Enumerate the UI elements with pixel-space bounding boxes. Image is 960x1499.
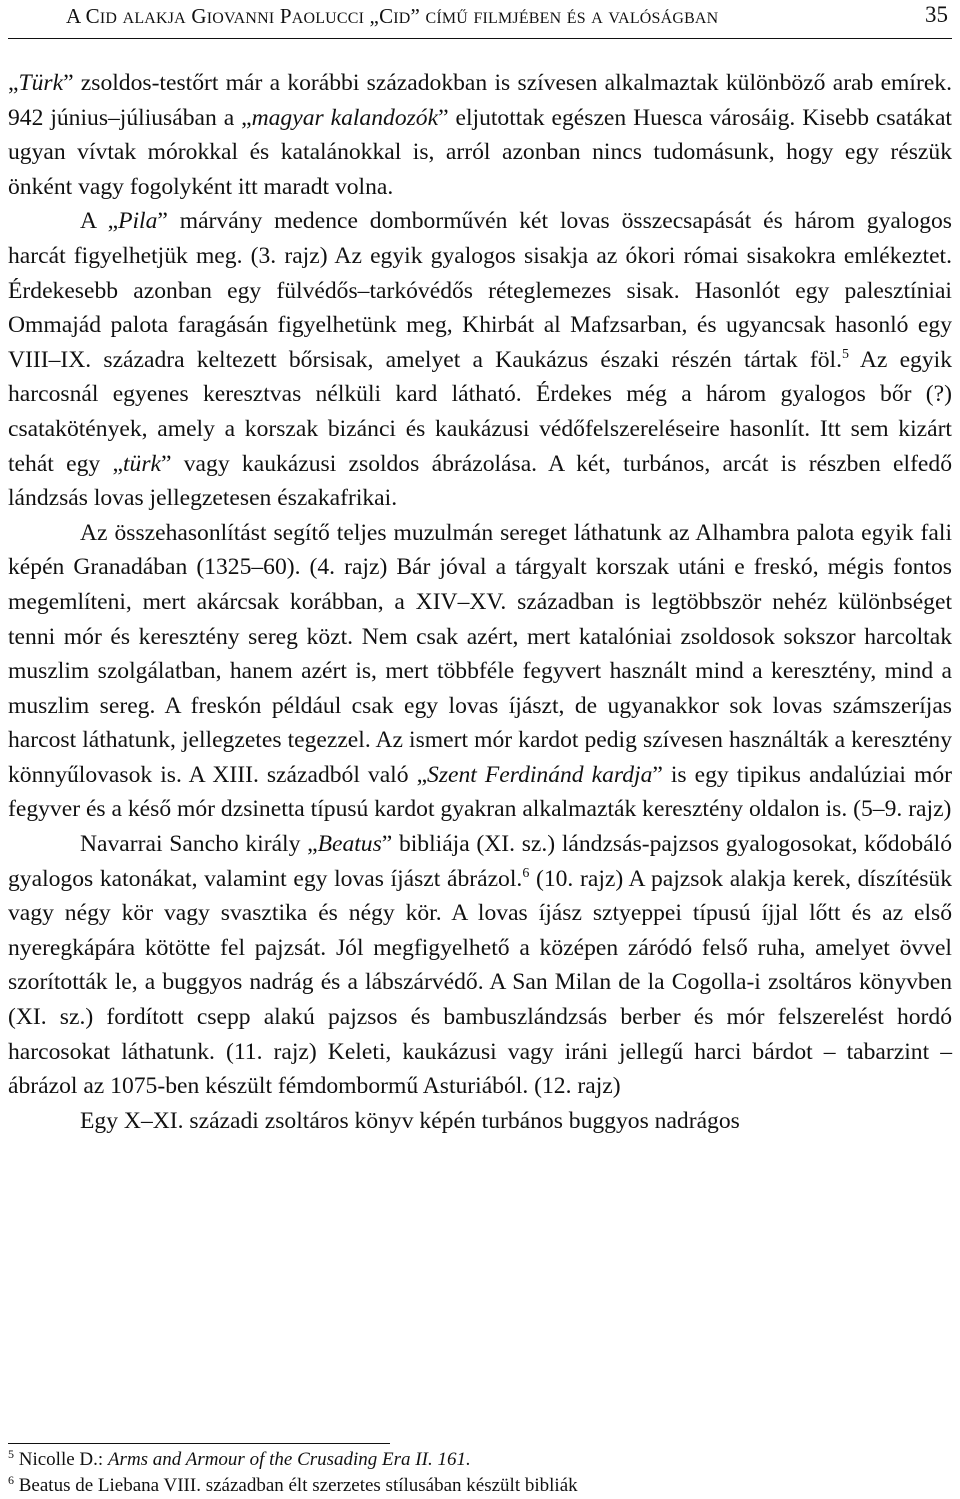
page-number: 35 (925, 2, 948, 27)
footnote-number: 6 (8, 1473, 14, 1487)
text-run: „ (8, 70, 19, 96)
text-run: A „ (80, 208, 119, 235)
footnote-ref-5[interactable]: 5 (841, 346, 849, 362)
footnote-text: Beatus de Liebana VIII. században élt szerzetes stílusában készült bibliák (18, 1475, 578, 1496)
text-run: ” eljutottak egészen Huesca városáig. Kisebb csatákat ugyan vívtak mórokkal és katalánokkal is, arról azonban nincs tudomásunk, hogy egy részük önként vagy fogolyként itt maradt volna. (8, 104, 952, 200)
text-run: ” zsoldos-testőrt már a korábbi századokban is szívesen alkalmaztak különböző arab emírek. 942 június–júliusában a „ (8, 70, 952, 131)
italic-term: magyar kalandozók (251, 104, 439, 131)
text-run: (10. rajz) A pajzsok alakja kerek, díszítésük vagy négy kör vagy svasztika és négy kör. A lovas íjász sztyeppei típusú íjjal lőtt és az első nyeregkápára kötötte fel pajzsát. Jól megfigyelhető a középen záródó felső ruha, amelyet övvel szorították le, a buggyos nadrág és a lábszárvédő. A San Milan de la Cogolla-i zsoltáros könyvben (XI. sz.) fordított csepp alakú pajzsos és bambuszlándzsás berber és mór felszerelést hordó harcosokat láthatunk. (11. rajz) Keleti, kaukázusi vagy iráni jellegű harci bárdot – tabarzint – ábrázol az 1075-ben készült fémdombormű Asturiából. (12. rajz) (8, 865, 952, 1100)
italic-term: Türk (18, 70, 64, 96)
text-run: ” is egy tipikus andalúziai mór fegyver és a késő mór dzsinetta típusú kardot gyakran alkalmazták keresztény oldalon is. (5–9. rajz) (8, 761, 952, 823)
running-header (8, 0, 952, 39)
text-run: ” vagy kaukázusi zsoldos ábrázolása. A két, turbános, arcát is részben elfedő lándzsás lovas jellegzetesen északafrikai. (8, 450, 952, 512)
paragraph-3 (8, 516, 952, 827)
footnote-number: 5 (8, 1447, 14, 1461)
footnote-divider (8, 1443, 390, 1444)
footnote-author: Nicolle D.: (18, 1449, 108, 1470)
footnote-title: Arms and Armour of the Crusading Era II. 161. (107, 1449, 471, 1470)
text-run: ” bibliája (XI. sz.) lándzsás-pajzsos gyalogosokat, kődobáló gyalogos katonákat, valamint egy lovas íjászt ábrázol. (8, 831, 952, 892)
footnotes (8, 1447, 952, 1499)
paragraph-4 (8, 827, 952, 1104)
italic-term: Beatus (317, 831, 382, 858)
paragraph-1 (8, 66, 952, 204)
footnote-6 (8, 1473, 952, 1499)
body-text (8, 66, 952, 1138)
italic-term: Szent Ferdinánd kardja (427, 761, 653, 788)
text-run: Az egyik harcosnál egyenes keresztvas nélküli kard látható. Érdekes még a három gyalogos bőr (?) csatakötények, amely a korszak bizánci és kaukázusi védőfelszereléseire hasonlít. Itt sem kizárt tehát egy „ (8, 346, 952, 477)
footnote-5 (8, 1447, 952, 1473)
italic-term: türk (122, 450, 161, 477)
paragraph-5 (8, 1104, 952, 1139)
text-run: Egy X–XI. századi zsoltáros könyv képén turbános buggyos nadrágos (80, 1107, 740, 1134)
running-head-title: A CID ALAKJA GIOVANNI PAOLUCCI „CID” CÍMŰ FILMJÉBEN ÉS A VALÓSÁGBAN (66, 4, 719, 28)
footnote-ref-6[interactable]: 6 (522, 865, 530, 881)
text-run: ” márvány medence domborművén két lovas összecsapását és három gyalogos harcát figyelhetjük meg. (3. rajz) Az egyik gyalogos sisakja az ókori római sisakokra emlékeztet. Érdekesebb azonban egy fülvédős–tarkóvédős réteglemezes sisak. Hasonlót egy palesztíniai Ommajád palota faragásán figyelhetünk meg, Khirbát al Mafzsarban, és ugyancsak hasonló egy VIII–IX. századra keltezett bőrsisak, amelyet a Kaukázus északi részén tártak föl. (8, 208, 952, 373)
text-run: Az összehasonlítást segítő teljes muzulmán sereget láthatunk az Alhambra palota egyik fali képén Granadában (1325–60). (4. rajz) Bár jóval a tárgyalt korszak utáni e freskó, mégis fontos megemlíteni, mert akárcsak korábban, a XIV–XV. században is legtöbbször nehéz különbséget tenni mór és keresztény sereg közt. Nem csak azért, mert katalóniai zsoldosok sokszor harcoltak muszlim szolgálatban, hanem azért is, mert többféle fegyvert használt mind a keresztény, mind a muszlim sereg. A freskón például csak egy lovas íjászt, de ugyanakkor sok lovas számszeríjas harcost láthatunk, jellegzetes tegezzel. Az ismert mór kardot pedig szívesen használták a keresztény könnyűlovasok is. A XIII. századból való „ (8, 519, 952, 788)
italic-term: Pila (118, 208, 158, 235)
text-run: Navarrai Sancho király „ (80, 831, 318, 858)
paragraph-2 (8, 204, 952, 515)
